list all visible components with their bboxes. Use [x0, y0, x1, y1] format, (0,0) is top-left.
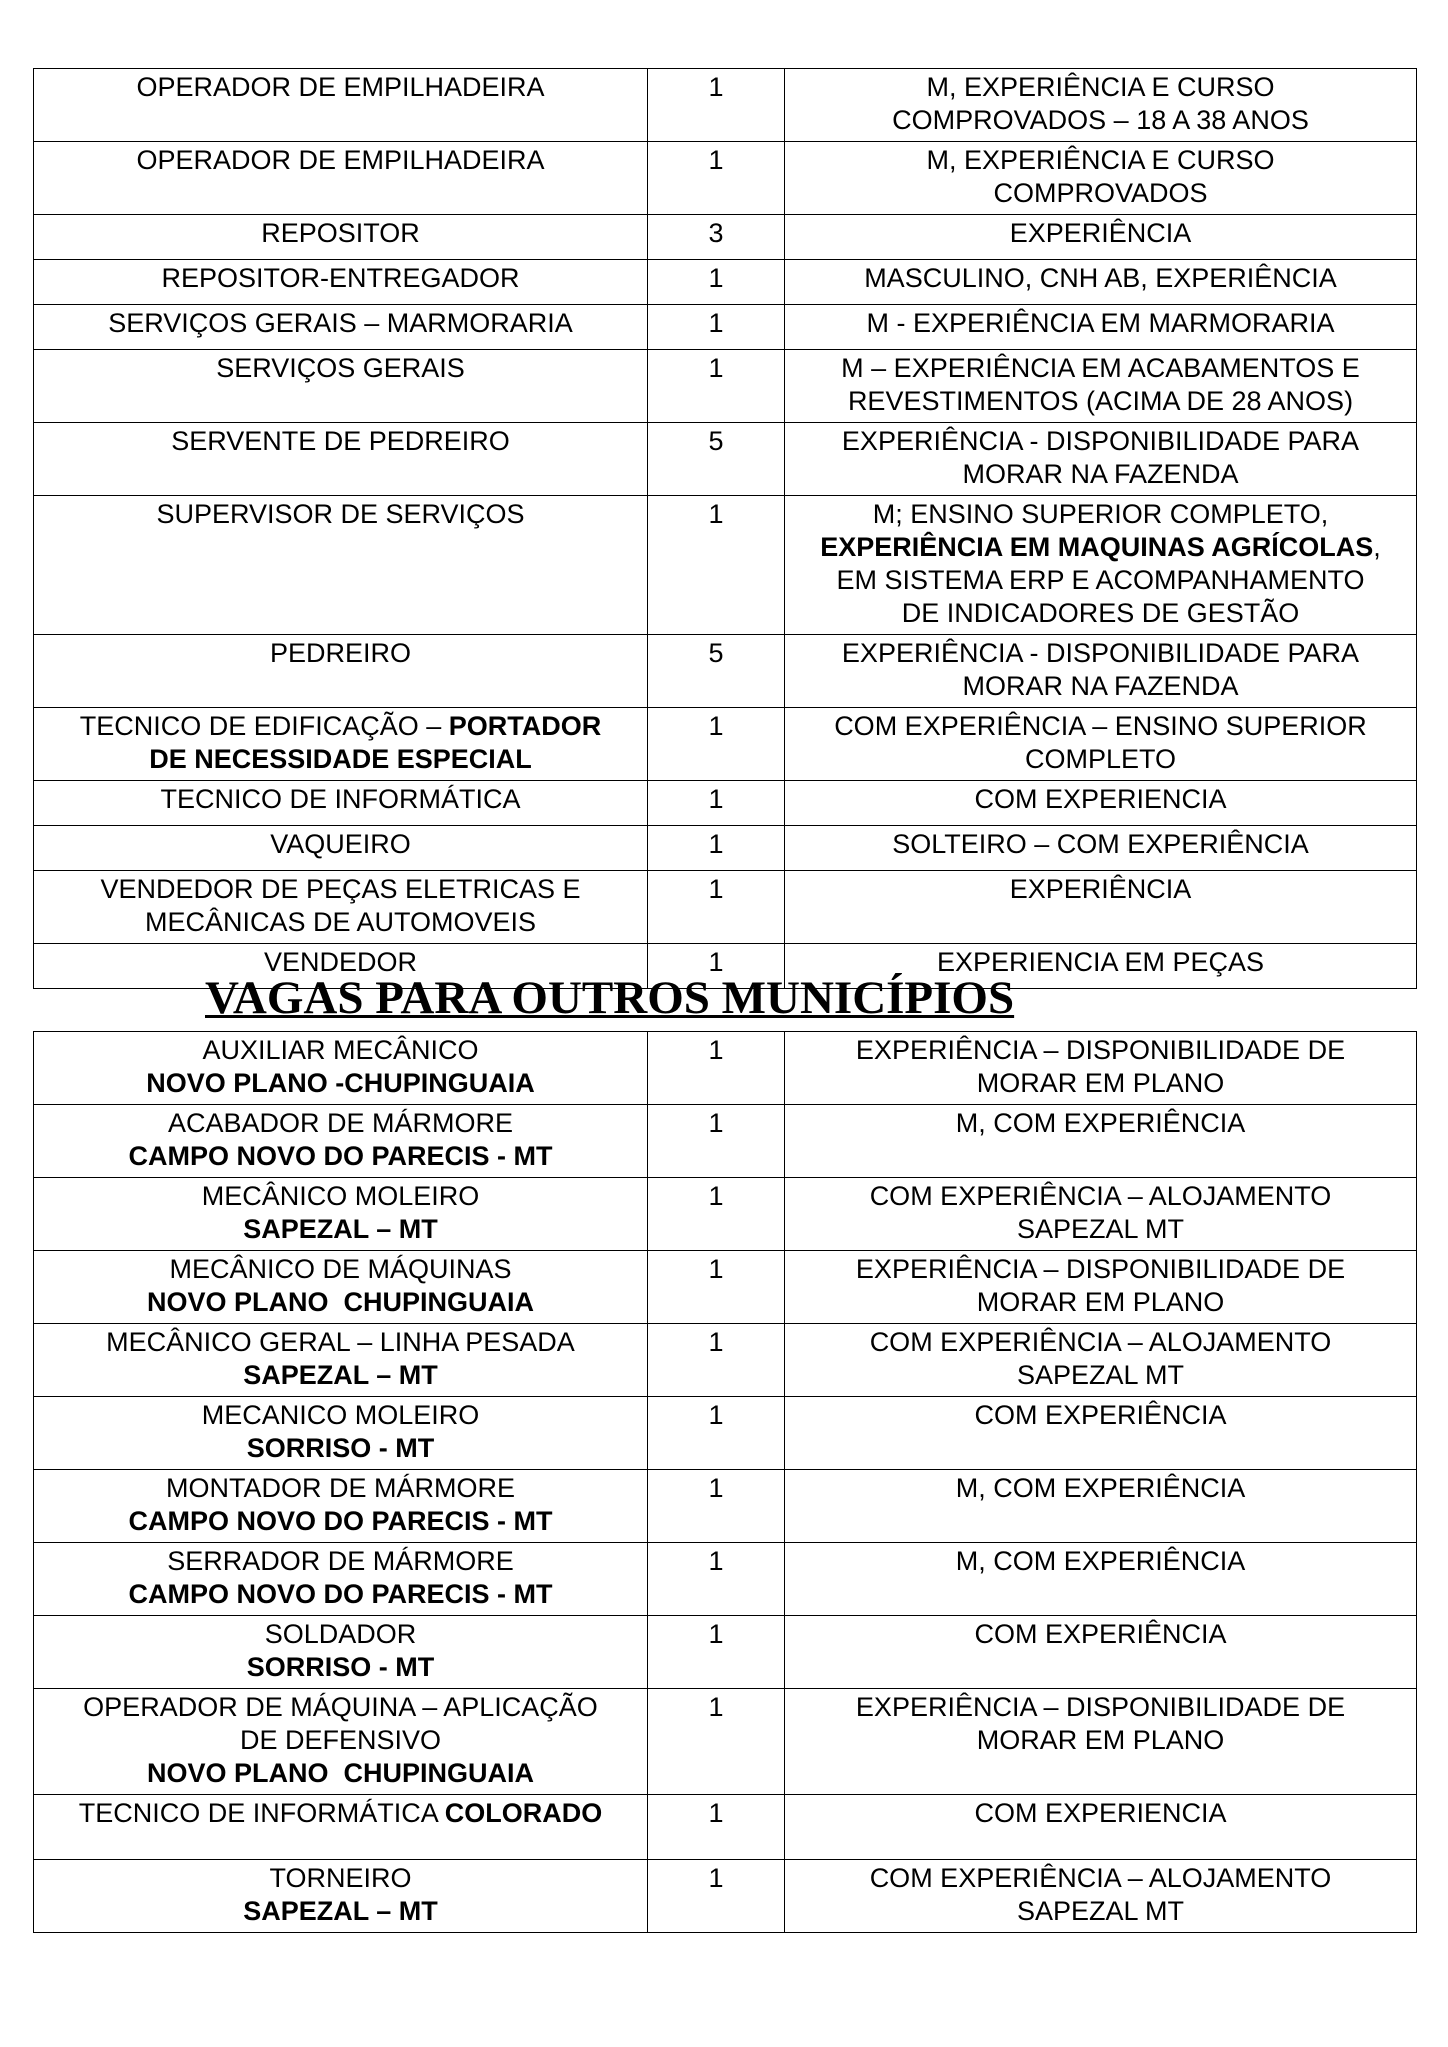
- requirement-text: COMPROVADOS – 18 A 38 ANOS: [892, 105, 1309, 135]
- role-text: OPERADOR DE EMPILHADEIRA: [136, 72, 545, 102]
- quantity-cell: 1: [648, 781, 785, 826]
- requirements-cell: [785, 305, 1417, 350]
- role-text: SERVIÇOS GERAIS: [216, 353, 465, 383]
- quantity-cell: 1: [648, 350, 785, 423]
- other-municipalities-heading: VAGAS PARA OUTROS MUNICÍPIOS: [205, 972, 1015, 1024]
- requirement-text: EXPERIÊNCIA: [1009, 874, 1192, 904]
- table-row: [34, 635, 1417, 708]
- quantity-cell: 5: [648, 423, 785, 496]
- quantity-cell: 1: [648, 305, 785, 350]
- table-row: [34, 1470, 1417, 1543]
- role-cell: [34, 1105, 648, 1178]
- role-text: VENDEDOR DE PEÇAS ELETRICAS E: [100, 874, 581, 904]
- role-text: MECANICO MOLEIRO: [201, 1400, 480, 1430]
- role-text: MECÂNICAS DE AUTOMOVEIS: [144, 907, 537, 937]
- requirements-cell: [785, 1251, 1417, 1324]
- municipality-text: CAMPO NOVO DO PARECIS - MT: [128, 1506, 553, 1536]
- table-row: [34, 871, 1417, 944]
- municipality-text: SAPEZAL – MT: [243, 1896, 438, 1926]
- table-row: [34, 1543, 1417, 1616]
- role-cell: [34, 305, 648, 350]
- role-cell: [34, 1032, 648, 1105]
- requirement-text: M, COM EXPERIÊNCIA: [955, 1546, 1246, 1576]
- municipality-text: SAPEZAL – MT: [243, 1360, 438, 1390]
- requirement-text: MORAR NA FAZENDA: [962, 459, 1239, 489]
- requirements-cell: [785, 496, 1417, 635]
- table-row: [34, 69, 1417, 142]
- table-row: [34, 423, 1417, 496]
- quantity-cell: 1: [648, 260, 785, 305]
- other-municipalities-table: [33, 1031, 1417, 1933]
- role-cell: [34, 871, 648, 944]
- requirement-text: DE INDICADORES DE GESTÃO: [901, 598, 1300, 628]
- role-text: SERVIÇOS GERAIS – MARMORARIA: [108, 308, 573, 338]
- quantity-cell: 1: [648, 1251, 785, 1324]
- role-text: TECNICO DE EDIFICAÇÃO –: [79, 711, 449, 741]
- requirement-text: EXPERIÊNCIA - DISPONIBILIDADE PARA: [841, 426, 1360, 456]
- quantity-cell: 1: [648, 142, 785, 215]
- role-cell: [34, 1616, 648, 1689]
- role-cell: [34, 635, 648, 708]
- role-text: PEDREIRO: [269, 638, 412, 668]
- quantity-cell: 1: [648, 1543, 785, 1616]
- requirement-text: M, EXPERIÊNCIA E CURSO: [926, 145, 1275, 175]
- requirement-text: M, COM EXPERIÊNCIA: [955, 1108, 1246, 1138]
- table-row: [34, 305, 1417, 350]
- role-text: REPOSITOR: [261, 218, 420, 248]
- role-text: OPERADOR DE MÁQUINA – APLICAÇÃO: [83, 1692, 598, 1722]
- role-cell: [34, 1178, 648, 1251]
- role-text: SOLDADOR: [264, 1619, 417, 1649]
- local-jobs-table: [33, 68, 1417, 989]
- role-cell: [34, 1860, 648, 1933]
- requirement-text: MORAR NA FAZENDA: [962, 671, 1239, 701]
- role-text: SERVENTE DE PEDREIRO: [171, 426, 510, 456]
- role-text: SUPERVISOR DE SERVIÇOS: [156, 499, 525, 529]
- quantity-cell: 1: [648, 826, 785, 871]
- requirement-text: EXPERIÊNCIA - DISPONIBILIDADE PARA: [841, 638, 1360, 668]
- role-text: MECÂNICO GERAL – LINHA PESADA: [106, 1327, 575, 1357]
- requirements-cell: [785, 1616, 1417, 1689]
- role-text: ACABADOR DE MÁRMORE: [167, 1108, 514, 1138]
- quantity-cell: 1: [648, 1470, 785, 1543]
- requirement-text: EXPERIÊNCIA – DISPONIBILIDADE DE: [855, 1035, 1346, 1065]
- requirements-cell: [785, 1397, 1417, 1470]
- municipality-text: SAPEZAL – MT: [243, 1214, 438, 1244]
- quantity-cell: 1: [648, 1795, 785, 1860]
- role-text: AUXILIAR MECÂNICO: [202, 1035, 479, 1065]
- requirements-cell: [785, 260, 1417, 305]
- requirement-text: SAPEZAL MT: [1016, 1896, 1185, 1926]
- role-text: OPERADOR DE EMPILHADEIRA: [136, 145, 545, 175]
- requirement-text: EM SISTEMA ERP E ACOMPANHAMENTO: [836, 565, 1365, 595]
- requirement-text: M; ENSINO SUPERIOR COMPLETO,: [872, 499, 1329, 529]
- requirements-cell: [785, 215, 1417, 260]
- requirements-cell: [785, 69, 1417, 142]
- quantity-cell: 5: [648, 635, 785, 708]
- role-text: VAQUEIRO: [270, 829, 411, 859]
- role-text: TECNICO DE INFORMÁTICA: [160, 784, 521, 814]
- role-text: MECÂNICO DE MÁQUINAS: [169, 1254, 512, 1284]
- municipality-text: CAMPO NOVO DO PARECIS - MT: [128, 1141, 553, 1171]
- requirement-text: COM EXPERIENCIA: [974, 1798, 1227, 1828]
- municipality-text: COLORADO: [444, 1798, 603, 1828]
- role-text: TORNEIRO: [269, 1863, 412, 1893]
- requirements-cell: [785, 1470, 1417, 1543]
- quantity-cell: 1: [648, 496, 785, 635]
- requirement-text: M, EXPERIÊNCIA E CURSO: [926, 72, 1275, 102]
- table-row: [34, 1032, 1417, 1105]
- requirement-text: COM EXPERIÊNCIA – ALOJAMENTO: [869, 1327, 1332, 1357]
- table-row: [34, 1324, 1417, 1397]
- role-text: MONTADOR DE MÁRMORE: [166, 1473, 515, 1503]
- role-text: SERRADOR DE MÁRMORE: [167, 1546, 514, 1576]
- role-cell: [34, 350, 648, 423]
- requirement-text: MORAR EM PLANO: [976, 1287, 1225, 1317]
- table-row: [34, 496, 1417, 635]
- table-row: [34, 826, 1417, 871]
- role-cell: [34, 260, 648, 305]
- requirement-text: MASCULINO, CNH AB, EXPERIÊNCIA: [864, 263, 1337, 293]
- table-row: [34, 1860, 1417, 1933]
- requirement-text: SOLTEIRO – COM EXPERIÊNCIA: [892, 829, 1309, 859]
- requirement-text: COMPROVADOS: [993, 178, 1208, 208]
- role-text: TECNICO DE INFORMÁTICA: [78, 1798, 445, 1828]
- table-row: [34, 1397, 1417, 1470]
- quantity-cell: 1: [648, 1105, 785, 1178]
- requirement-text: REVESTIMENTOS (ACIMA DE 28 ANOS): [847, 386, 1354, 416]
- requirement-text: COM EXPERIÊNCIA – ALOJAMENTO: [869, 1181, 1332, 1211]
- role-highlight: DE NECESSIDADE ESPECIAL: [149, 744, 532, 774]
- quantity-cell: 1: [648, 871, 785, 944]
- table-row: [34, 1616, 1417, 1689]
- requirement-text: EXPERIÊNCIA – DISPONIBILIDADE DE: [855, 1254, 1346, 1284]
- quantity-cell: 1: [648, 944, 785, 989]
- table-row: [34, 350, 1417, 423]
- role-cell: [34, 1251, 648, 1324]
- table-row: [34, 1251, 1417, 1324]
- municipality-text: NOVO PLANO CHUPINGUAIA: [146, 1758, 535, 1788]
- requirements-cell: [785, 635, 1417, 708]
- role-highlight: PORTADOR: [448, 711, 602, 741]
- role-cell: [34, 142, 648, 215]
- requirement-text: EXPERIÊNCIA: [1009, 218, 1192, 248]
- requirement-text: SAPEZAL MT: [1016, 1360, 1185, 1390]
- requirement-text: COM EXPERIÊNCIA – ENSINO SUPERIOR: [834, 711, 1367, 741]
- requirement-text: COM EXPERIENCIA: [974, 784, 1227, 814]
- requirement-text: COM EXPERIÊNCIA – ALOJAMENTO: [869, 1863, 1332, 1893]
- role-cell: [34, 1543, 648, 1616]
- table-row: [34, 1178, 1417, 1251]
- quantity-cell: 1: [648, 1032, 785, 1105]
- requirement-text: MORAR EM PLANO: [976, 1068, 1225, 1098]
- requirement-text: EXPERIENCIA EM PEÇAS: [936, 947, 1265, 977]
- municipality-text: NOVO PLANO -CHUPINGUAIA: [146, 1068, 535, 1098]
- table-row: [34, 215, 1417, 260]
- table-row: [34, 1689, 1417, 1795]
- role-cell: [34, 1397, 648, 1470]
- requirement-text: MORAR EM PLANO: [976, 1725, 1225, 1755]
- requirements-cell: [785, 142, 1417, 215]
- role-text: MECÂNICO MOLEIRO: [201, 1181, 480, 1211]
- role-cell: [34, 1689, 648, 1795]
- requirements-cell: [785, 1795, 1417, 1860]
- requirements-cell: [785, 1543, 1417, 1616]
- table-row: [34, 142, 1417, 215]
- municipality-text: NOVO PLANO CHUPINGUAIA: [146, 1287, 535, 1317]
- table-row: [34, 1795, 1417, 1860]
- role-text: VENDEDOR: [263, 947, 418, 977]
- role-cell: [34, 826, 648, 871]
- requirements-cell: [785, 1689, 1417, 1795]
- role-cell: [34, 423, 648, 496]
- requirement-text: COM EXPERIÊNCIA: [974, 1619, 1227, 1649]
- municipality-text: SORRISO - MT: [246, 1652, 435, 1682]
- municipality-text: SORRISO - MT: [246, 1433, 435, 1463]
- requirements-cell: [785, 826, 1417, 871]
- role-cell: [34, 1324, 648, 1397]
- role-text: REPOSITOR-ENTREGADOR: [161, 263, 520, 293]
- role-cell: [34, 1795, 648, 1860]
- quantity-cell: 1: [648, 1689, 785, 1795]
- requirements-cell: [785, 1324, 1417, 1397]
- quantity-cell: 1: [648, 69, 785, 142]
- requirement-text: M - EXPERIÊNCIA EM MARMORARIA: [866, 308, 1335, 338]
- quantity-cell: 1: [648, 1616, 785, 1689]
- requirement-text: COM EXPERIÊNCIA: [974, 1400, 1227, 1430]
- quantity-cell: 1: [648, 1860, 785, 1933]
- quantity-cell: 3: [648, 215, 785, 260]
- role-cell: [34, 1470, 648, 1543]
- table-row: [34, 781, 1417, 826]
- table-row: [34, 1105, 1417, 1178]
- role-cell: [34, 215, 648, 260]
- requirements-cell: [785, 350, 1417, 423]
- requirement-text: M, COM EXPERIÊNCIA: [955, 1473, 1246, 1503]
- requirements-cell: [785, 1105, 1417, 1178]
- requirement-text: COMPLETO: [1024, 744, 1177, 774]
- table-row: [34, 260, 1417, 305]
- requirement-highlight: EXPERIÊNCIA EM MAQUINAS AGRÍCOLAS: [820, 532, 1374, 562]
- requirements-cell: [785, 423, 1417, 496]
- requirements-cell: [785, 708, 1417, 781]
- role-cell: [34, 69, 648, 142]
- role-text: DE DEFENSIVO: [239, 1725, 442, 1755]
- requirements-cell: [785, 1032, 1417, 1105]
- quantity-cell: 1: [648, 1324, 785, 1397]
- requirement-text: SAPEZAL MT: [1016, 1214, 1185, 1244]
- requirement-text: EXPERIÊNCIA – DISPONIBILIDADE DE: [855, 1692, 1346, 1722]
- table-row: [34, 708, 1417, 781]
- role-cell: [34, 708, 648, 781]
- requirements-cell: [785, 781, 1417, 826]
- requirements-cell: [785, 1178, 1417, 1251]
- requirements-cell: [785, 871, 1417, 944]
- municipality-text: CAMPO NOVO DO PARECIS - MT: [128, 1579, 553, 1609]
- quantity-cell: 1: [648, 708, 785, 781]
- quantity-cell: 1: [648, 1178, 785, 1251]
- role-cell: [34, 781, 648, 826]
- requirements-cell: [785, 1860, 1417, 1933]
- requirement-text: ,: [1373, 532, 1381, 562]
- quantity-cell: 1: [648, 1397, 785, 1470]
- role-cell: [34, 496, 648, 635]
- requirement-text: M – EXPERIÊNCIA EM ACABAMENTOS E: [841, 353, 1360, 383]
